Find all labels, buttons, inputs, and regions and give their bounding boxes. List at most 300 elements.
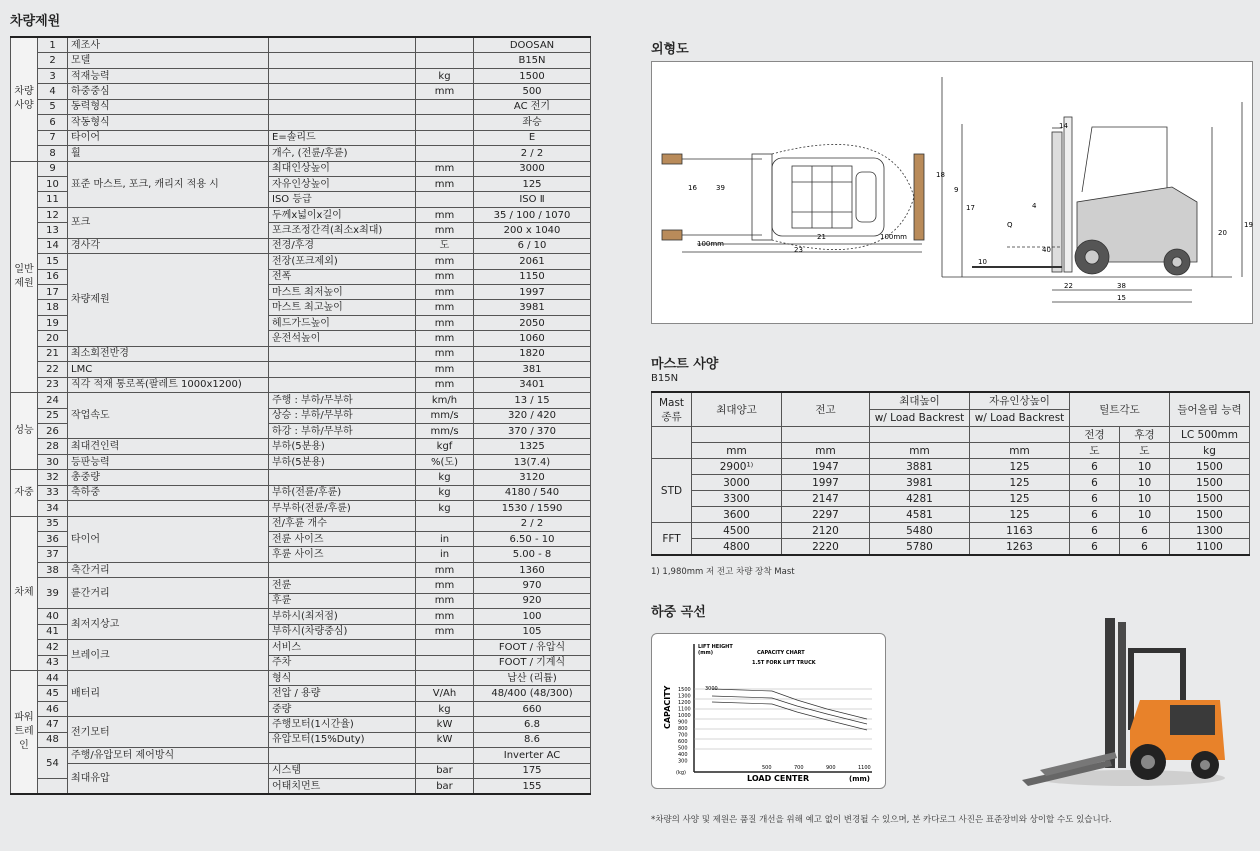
spec-sub: 부하시(최저점)	[269, 609, 416, 624]
lc-ytick: 900	[678, 719, 688, 726]
dim-38: 38	[1117, 282, 1126, 290]
spec-sub: 전/후륜 개수	[269, 516, 416, 531]
spec-no: 8	[38, 146, 68, 161]
hdr-type: Mast 종류	[652, 392, 692, 427]
spec-no: 18	[38, 300, 68, 315]
spec-val: 6.50 - 10	[474, 532, 591, 547]
spec-val: 970	[474, 578, 591, 593]
dim-22: 22	[1064, 282, 1073, 290]
lc-cap-chart: CAPACITY CHART	[757, 650, 805, 656]
spec-no: 34	[38, 501, 68, 516]
spec-sub: 운전석높이	[269, 331, 416, 346]
dim-9: 9	[954, 186, 959, 194]
spec-item: 제조사	[68, 37, 269, 53]
spec-val: 35 / 100 / 1070	[474, 207, 591, 222]
mast-cell: 2297	[782, 507, 870, 523]
spec-sub: 하강 : 부하/무부하	[269, 423, 416, 438]
mast-cell: 3000	[692, 475, 782, 491]
mast-cell: 4581	[870, 507, 970, 523]
spec-item: 타이어	[68, 516, 269, 562]
dim-39: 39	[716, 184, 725, 192]
spec-val: Inverter AC	[474, 748, 591, 763]
mast-cell: 10	[1120, 491, 1170, 507]
spec-sub	[269, 37, 416, 53]
hdr-lc: LC 500mm	[1170, 427, 1250, 443]
dim-20: 20	[1218, 229, 1227, 237]
spec-unit: V/Ah	[416, 686, 474, 701]
spec-sub: 부하(전륜/후륜)	[269, 485, 416, 500]
spec-unit: kg	[416, 701, 474, 716]
spec-no: 21	[38, 346, 68, 361]
spec-group-performance: 성능	[11, 393, 38, 470]
lc-load-center: LOAD CENTER	[747, 774, 810, 783]
spec-val: 125	[474, 176, 591, 191]
spec-val: 370 / 370	[474, 423, 591, 438]
spec-row	[11, 748, 591, 763]
lc-ytick: 300	[678, 758, 688, 765]
spec-sub: 주행 : 부하/무부하	[269, 393, 416, 408]
spec-sub: 전장(포크제외)	[269, 254, 416, 269]
hdr-free-lift: 자유인상높이	[970, 392, 1070, 410]
spec-unit: mm/s	[416, 423, 474, 438]
spec-sub: 전경/후경	[269, 238, 416, 253]
spec-unit	[416, 748, 474, 763]
spec-val: 13(7.4)	[474, 454, 591, 469]
mast-cell: 2120	[782, 523, 870, 539]
spec-row	[11, 501, 591, 516]
dim-Q: Q	[1007, 221, 1013, 229]
lc-h3000: 3000	[705, 686, 718, 692]
spec-val: 13 / 15	[474, 393, 591, 408]
spec-sub	[269, 84, 416, 99]
lc-ytick: 1200	[678, 700, 691, 706]
spec-sub: 주행모터(1시간율)	[269, 717, 416, 732]
spec-no: 2	[38, 53, 68, 68]
spec-item: 경사각	[68, 238, 269, 253]
spec-no: 15	[38, 254, 68, 269]
hdr-u3: mm	[870, 443, 970, 459]
spec-item: 축간거리	[68, 562, 269, 577]
spec-title: 차량제원	[10, 14, 61, 29]
spec-no: 14	[38, 238, 68, 253]
spec-unit: mm	[416, 315, 474, 330]
mast-cell: 6	[1070, 539, 1120, 556]
mast-cell: 3300	[692, 491, 782, 507]
spec-unit: mm	[416, 254, 474, 269]
spec-sub	[269, 346, 416, 361]
spec-unit: in	[416, 547, 474, 562]
spec-no: 19	[38, 315, 68, 330]
spec-no: 28	[38, 439, 68, 454]
spec-no: 42	[38, 640, 68, 655]
spec-sub: 후륜 사이즈	[269, 547, 416, 562]
spec-row	[11, 485, 591, 500]
spec-sub: 부하시(차량중심)	[269, 624, 416, 639]
dim-10: 10	[978, 258, 987, 266]
spec-item: 축하중	[68, 485, 269, 500]
spec-sub	[269, 377, 416, 392]
lc-ytick: 1100	[678, 706, 691, 713]
spec-sub: 전압 / 용량	[269, 686, 416, 701]
spec-val: ISO Ⅱ	[474, 192, 591, 207]
spec-unit: km/h	[416, 393, 474, 408]
dim-21: 21	[817, 233, 826, 241]
spec-no: 25	[38, 408, 68, 423]
mast-cell: 10	[1120, 507, 1170, 523]
forklift-photo	[1020, 610, 1230, 790]
spec-row	[11, 640, 591, 655]
spec-val: 1325	[474, 439, 591, 454]
mast-cell: 5780	[870, 539, 970, 556]
spec-val: 3981	[474, 300, 591, 315]
lc-ytick: 1000	[678, 713, 691, 719]
spec-unit	[416, 146, 474, 161]
hdr-u6: 도	[1120, 443, 1170, 459]
spec-row	[11, 99, 591, 114]
dim-17: 17	[966, 204, 975, 212]
mast-cell: 2220	[782, 539, 870, 556]
spec-sub: 서비스	[269, 640, 416, 655]
mast-cell: 3981	[870, 475, 970, 491]
spec-no: 33	[38, 485, 68, 500]
spec-sub	[269, 68, 416, 83]
spec-no: 7	[38, 130, 68, 145]
spec-row	[11, 207, 591, 222]
dim-40: 40	[1042, 246, 1051, 254]
spec-row	[11, 146, 591, 161]
spec-row	[11, 115, 591, 130]
spec-val: 5.00 - 8	[474, 547, 591, 562]
spec-item: 브레이크	[68, 640, 269, 671]
spec-no: 17	[38, 285, 68, 300]
lc-kg: (kg)	[676, 770, 686, 776]
spec-row	[11, 37, 591, 53]
spec-item: 륜간거리	[68, 578, 269, 609]
spec-val: 3000	[474, 161, 591, 176]
spec-item: 적재능력	[68, 68, 269, 83]
spec-sub: 형식	[269, 670, 416, 685]
mast-cell: 6	[1070, 523, 1120, 539]
spec-no: 46	[38, 701, 68, 716]
mast-cell: 6	[1070, 491, 1120, 507]
spec-row	[11, 377, 591, 392]
spec-row	[11, 670, 591, 685]
mast-cell: 1163	[970, 523, 1070, 539]
hdr-backrest2: w/ Load Backrest	[970, 410, 1070, 427]
spec-sub: 시스템	[269, 763, 416, 778]
spec-unit: mm	[416, 377, 474, 392]
spec-no: 39	[38, 578, 68, 609]
spec-row	[11, 454, 591, 469]
dim-14: 14	[1059, 122, 1068, 130]
mast-cell: 10	[1120, 475, 1170, 491]
dim-19: 19	[1244, 221, 1253, 229]
spec-unit	[416, 99, 474, 114]
spec-val: 2050	[474, 315, 591, 330]
spec-val: 48/400 (48/300)	[474, 686, 591, 701]
lc-ytick: 1300	[678, 693, 691, 700]
spec-row	[11, 763, 591, 778]
spec-item: 등판능력	[68, 454, 269, 469]
spec-val: 3401	[474, 377, 591, 392]
spec-no: 43	[38, 655, 68, 670]
spec-unit: mm	[416, 161, 474, 176]
spec-unit: mm	[416, 346, 474, 361]
spec-unit: kg	[416, 68, 474, 83]
spec-val: 1500	[474, 68, 591, 83]
spec-val: E	[474, 130, 591, 145]
mast-cell: 4500	[692, 523, 782, 539]
spec-row	[11, 346, 591, 361]
mast-cell: 1100	[1170, 539, 1250, 556]
spec-val: 8.6	[474, 732, 591, 747]
spec-val: 6 / 10	[474, 238, 591, 253]
spec-unit: kW	[416, 717, 474, 732]
spec-unit: mm	[416, 609, 474, 624]
spec-unit: mm	[416, 84, 474, 99]
mast-note: 1) 1,980mm 저 전고 차량 장착 Mast	[651, 567, 795, 577]
spec-val: FOOT / 유압식	[474, 640, 591, 655]
mast-table	[651, 391, 1250, 556]
spec-sub	[269, 115, 416, 130]
spec-sub: 포크조정간격(최소x최대)	[269, 223, 416, 238]
spec-no: 6	[38, 115, 68, 130]
dim-100a: 100mm	[697, 240, 724, 248]
mast-cell: 1500	[1170, 507, 1250, 523]
spec-unit: kg	[416, 501, 474, 516]
forklift-dimension-diagram	[652, 62, 1252, 323]
spec-row	[11, 717, 591, 732]
spec-sub: 두께x넓이x길이	[269, 207, 416, 222]
footnote: *차량의 사양 및 제원은 품질 개선을 위해 예고 없이 변경될 수 있으며, 본 카다로그 사진은 표준장비와 상이할 수도 있습니다.	[651, 815, 1112, 825]
spec-sub: 마스트 최고높이	[269, 300, 416, 315]
spec-unit: mm	[416, 269, 474, 284]
spec-no: 37	[38, 547, 68, 562]
spec-group-general: 일반 제원	[11, 161, 38, 393]
spec-unit: kW	[416, 732, 474, 747]
spec-unit: mm	[416, 362, 474, 377]
spec-unit: mm	[416, 624, 474, 639]
spec-no: 9	[38, 161, 68, 176]
dim-4: 4	[1032, 202, 1037, 210]
lc-ytick: 500	[678, 745, 688, 752]
lc-ytick: 800	[678, 726, 688, 732]
spec-no: 40	[38, 609, 68, 624]
spec-row	[11, 161, 591, 176]
mast-cell: 125	[970, 491, 1070, 507]
lc-xtick: 1100	[858, 765, 871, 771]
spec-sub	[269, 562, 416, 577]
lc-ytick: 1500	[678, 687, 691, 693]
spec-row	[11, 439, 591, 454]
spec-item: 휠	[68, 146, 269, 161]
spec-unit	[416, 670, 474, 685]
lc-ytick: 600	[678, 739, 688, 745]
spec-sub: 개수, (전륜/후륜)	[269, 146, 416, 161]
spec-val: 105	[474, 624, 591, 639]
spec-val: 175	[474, 763, 591, 778]
spec-val: AC 전기	[474, 99, 591, 114]
spec-row	[11, 68, 591, 83]
lc-ytick: 700	[678, 732, 688, 739]
spec-sub: 어태치먼트	[269, 779, 416, 795]
spec-item: 포크	[68, 207, 269, 238]
spec-val: 200 x 1040	[474, 223, 591, 238]
spec-val: 320 / 420	[474, 408, 591, 423]
spec-row	[11, 470, 591, 485]
spec-item: 최대견인력	[68, 439, 269, 454]
spec-unit: mm/s	[416, 408, 474, 423]
spec-group-chassis: 차체	[11, 516, 38, 670]
spec-no: 20	[38, 331, 68, 346]
spec-row	[11, 609, 591, 624]
mast-cell: 6	[1120, 539, 1170, 556]
mast-cell: 6	[1070, 507, 1120, 523]
spec-no: 5	[38, 99, 68, 114]
spec-no: 41	[38, 624, 68, 639]
spec-no: 36	[38, 532, 68, 547]
spec-row	[11, 393, 591, 408]
spec-no: 24	[38, 393, 68, 408]
spec-unit: mm	[416, 223, 474, 238]
lc-truck: 1.5T FORK LIFT TRUCK	[752, 660, 816, 666]
spec-unit: mm	[416, 176, 474, 191]
spec-sub: 부하(5분용)	[269, 454, 416, 469]
mast-row	[652, 507, 1250, 523]
spec-row	[11, 578, 591, 593]
spec-val: B15N	[474, 53, 591, 68]
spec-item: 전기모터	[68, 717, 269, 748]
spec-val: FOOT / 기계식	[474, 655, 591, 670]
spec-row	[11, 53, 591, 68]
mast-cell: 3881	[870, 459, 970, 475]
hdr-backrest1: w/ Load Backrest	[870, 410, 970, 427]
mast-row	[652, 459, 1250, 475]
spec-no: 23	[38, 377, 68, 392]
lc-ytick: 400	[678, 752, 688, 758]
mast-row	[652, 539, 1250, 556]
mast-cell: 6	[1070, 475, 1120, 491]
mast-cell: 125	[970, 459, 1070, 475]
hdr-u4: mm	[970, 443, 1070, 459]
dim-100b: 100mm	[880, 233, 907, 241]
spec-sub: 헤드가드높이	[269, 315, 416, 330]
mast-cell: 3600	[692, 507, 782, 523]
outline-title: 외형도	[651, 42, 689, 57]
load-chart	[651, 633, 886, 789]
spec-unit: in	[416, 532, 474, 547]
spec-unit	[416, 130, 474, 145]
mast-cell: 1947	[782, 459, 870, 475]
spec-sub	[269, 748, 416, 763]
spec-sub: 자유인상높이	[269, 176, 416, 191]
spec-no: 47	[38, 717, 68, 732]
spec-group-powertrain: 파워 트레 인	[11, 670, 38, 794]
spec-item	[68, 501, 269, 516]
mast-group: STD	[652, 459, 692, 523]
hdr-u7: kg	[1170, 443, 1250, 459]
hdr-tilt: 틸트각도	[1070, 392, 1170, 427]
spec-unit: mm	[416, 285, 474, 300]
outline-drawing	[651, 61, 1253, 324]
spec-sub: 전륜	[269, 578, 416, 593]
mast-cell: 10	[1120, 459, 1170, 475]
spec-row	[11, 254, 591, 269]
spec-val: 납산 (리튬)	[474, 670, 591, 685]
spec-item: 작업속도	[68, 393, 269, 439]
spec-table	[10, 36, 591, 795]
spec-no: 44	[38, 670, 68, 685]
mast-row	[652, 475, 1250, 491]
mast-cell: 6	[1120, 523, 1170, 539]
spec-item: 표준 마스트, 포크, 캐리지 적용 시	[68, 161, 269, 207]
spec-unit	[416, 516, 474, 531]
capacity-chart	[652, 634, 885, 788]
spec-item: 모델	[68, 53, 269, 68]
dim-15: 15	[1117, 294, 1126, 302]
spec-unit: mm	[416, 207, 474, 222]
hdr-max-lift: 최대양고	[692, 392, 782, 427]
spec-no: 4	[38, 84, 68, 99]
spec-unit: mm	[416, 300, 474, 315]
spec-unit: kg	[416, 470, 474, 485]
hdr-u5: 도	[1070, 443, 1120, 459]
mast-cell: 4800	[692, 539, 782, 556]
spec-val: 2 / 2	[474, 146, 591, 161]
spec-unit: %(도)	[416, 454, 474, 469]
spec-sub: ISO 등급	[269, 192, 416, 207]
spec-no: 13	[38, 223, 68, 238]
lc-capacity: CAPACITY	[663, 685, 672, 729]
spec-row	[11, 84, 591, 99]
mast-cell: 1500	[1170, 491, 1250, 507]
mast-row	[652, 491, 1250, 507]
mast-row	[652, 523, 1250, 539]
spec-unit: 도	[416, 238, 474, 253]
spec-sub: E=솔리드	[269, 130, 416, 145]
dim-18: 18	[936, 171, 945, 179]
mast-cell: 1500	[1170, 475, 1250, 491]
spec-item: 하중중심	[68, 84, 269, 99]
spec-sub: 중량	[269, 701, 416, 716]
spec-no: 12	[38, 207, 68, 222]
spec-sub	[269, 362, 416, 377]
lc-xtick: 900	[826, 765, 836, 771]
mast-cell: 2147	[782, 491, 870, 507]
mast-cell: 125	[970, 507, 1070, 523]
spec-no: 54	[38, 748, 68, 779]
spec-no: 45	[38, 686, 68, 701]
spec-item: 차량제원	[68, 254, 269, 347]
spec-no: 48	[38, 732, 68, 747]
mast-group: FFT	[652, 523, 692, 556]
spec-unit: mm	[416, 331, 474, 346]
spec-row	[11, 238, 591, 253]
spec-unit	[416, 192, 474, 207]
spec-sub: 주차	[269, 655, 416, 670]
spec-val: 4180 / 540	[474, 485, 591, 500]
spec-unit: mm	[416, 578, 474, 593]
spec-no: 26	[38, 423, 68, 438]
spec-row	[11, 562, 591, 577]
spec-item: LMC	[68, 362, 269, 377]
mast-cell: 5480	[870, 523, 970, 539]
hdr-u2: mm	[782, 443, 870, 459]
spec-unit: kgf	[416, 439, 474, 454]
spec-group-vehicle: 차량 사양	[11, 37, 38, 161]
spec-val: 1820	[474, 346, 591, 361]
mast-cell: 6	[1070, 459, 1120, 475]
